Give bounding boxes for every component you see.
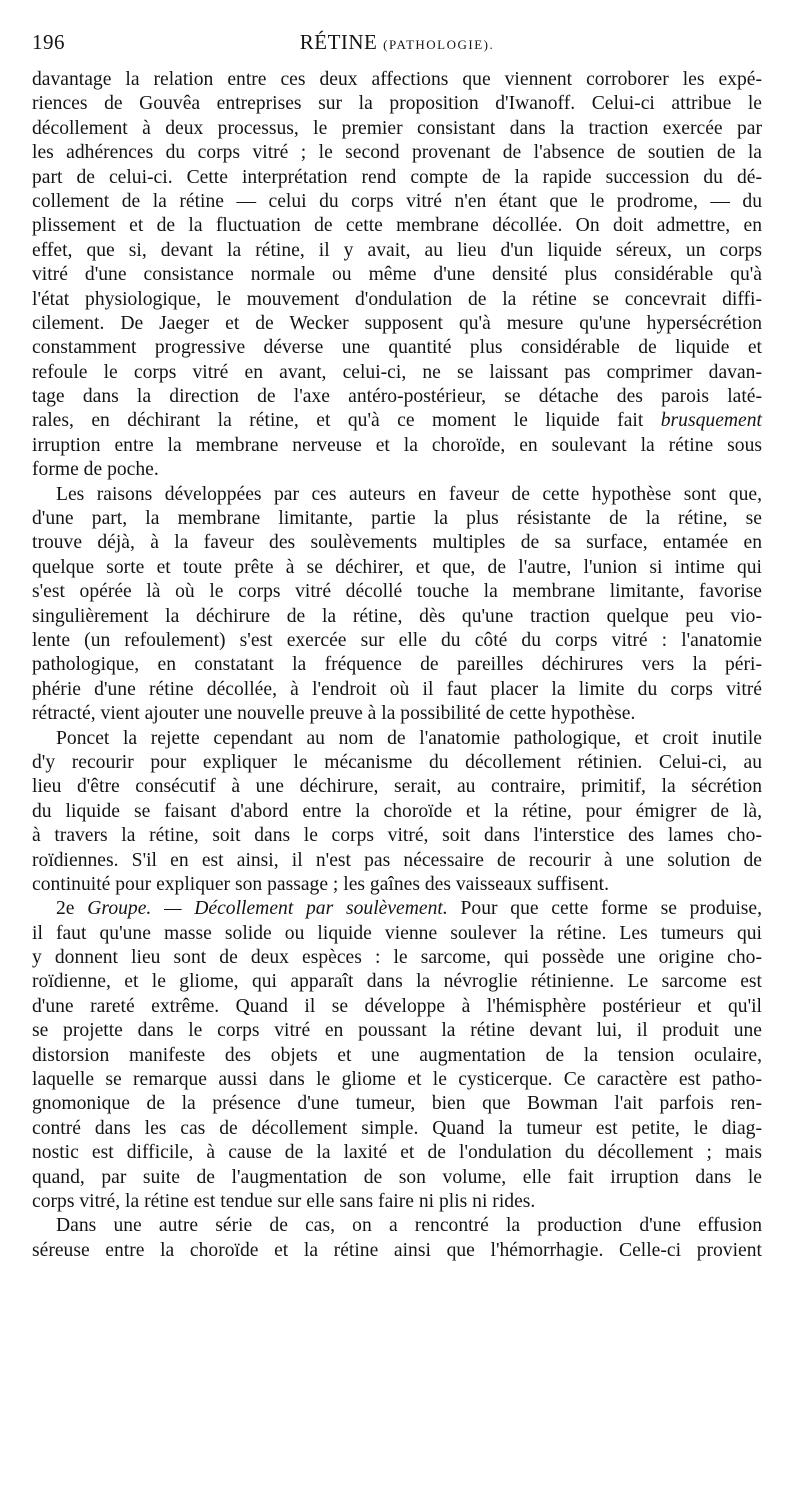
text-line: séreuse entre la choroïde et la rétine ainsi que l'hémorrhagie. Celle-ci provient xyxy=(32,1239,762,1261)
text-line: il faut qu'une masse solide ou liquide vienne soulever la rétine. Les tumeurs qui xyxy=(32,922,762,944)
text-line: collement de la rétine — celui du corps vitré n'en étant que le prodrome, — du xyxy=(32,190,762,212)
text-line: refoule le corps vitré en avant, celui-ci, ne se laissant pas comprimer davan- xyxy=(32,361,762,383)
text-line: forme de poche. xyxy=(32,459,159,481)
text-line: lente (un refoulement) s'est exercée sur elle du côté du corps vitré : l'anatomie xyxy=(32,629,762,651)
text-line: du liquide se faisant d'abord entre la choroïde et la rétine, pour émigrer de là, xyxy=(32,800,762,822)
text-line: effet, que si, devant la rétine, il y avait, au lieu d'un liquide séreux, un corps xyxy=(32,239,762,261)
text-line: part de celui-ci. Cette interprétation rend compte de la rapide succession du dé- xyxy=(32,166,762,188)
text-line: roïdiennes. S'il en est ainsi, il n'est pas nécessaire de recourir à une solution de xyxy=(32,849,762,871)
text-line: lieu d'être consécutif à une déchirure, serait, au contraire, primitif, la sécrétion xyxy=(32,776,762,798)
paragraph-start: Les raisons développées par ces auteurs en faveur de cette hypothèse sont que, xyxy=(56,483,762,505)
text-line: nostic est difficile, à cause de la laxité et de l'ondulation du décollement ; mais xyxy=(32,1142,762,1164)
text-line: plissement et de la fluctuation de cette membrane décollée. On doit admettre, en xyxy=(32,215,762,237)
text-line: rétracté, vient ajouter une nouvelle preuve à la possibilité de cette hypothèse. xyxy=(32,703,636,725)
text-line: d'y recourir pour expliquer le mécanisme du décollement rétinien. Celui-ci, au xyxy=(32,751,762,773)
text-line: contré dans les cas de décollement simple. Quand la tumeur est petite, le diag- xyxy=(32,1117,762,1139)
text-line: riences de Gouvêa entreprises sur la proposition d'Iwanoff. Celui-ci attribue le xyxy=(32,93,762,115)
text-segment: rales, en déchirant la rétine, et qu'à ce moment le liquide fait xyxy=(32,410,644,432)
header-subtitle: (PATHOLOGIE). xyxy=(383,37,495,52)
text-line: constamment progressive déverse une quantité plus considérable de liquide et xyxy=(32,337,762,359)
text-line: se projette dans le corps vitré en poussant la rétine devant lui, il produit une xyxy=(32,1020,762,1042)
text-line: décollement à deux processus, le premier consistant dans la traction exercée par xyxy=(32,117,762,139)
text-line-with-emphasis xyxy=(32,409,762,433)
emphasis-brusquement: brusquement xyxy=(660,410,762,432)
text-line: à travers la rétine, soit dans le corps vitré, soit dans l'interstice des lames cho- xyxy=(32,825,762,847)
body-text xyxy=(32,68,762,1263)
text-line: cilement. De Jaeger et de Wecker supposent qu'à mesure qu'une hypersécrétion xyxy=(32,312,762,334)
paragraph-start: Poncet la rejette cependant au nom de l'anatomie pathologique, et croit inutile xyxy=(56,727,762,749)
text-line: s'est opérée là où le corps vitré décollé touche la membrane limitante, favorise xyxy=(32,581,762,603)
text-line: les adhérences du corps vitré ; le second provenant de l'absence de soutien de la xyxy=(32,142,762,164)
text-line: d'une rareté extrême. Quand il se développe à l'hémisphère postérieur et qu'il xyxy=(32,995,762,1017)
text-line: pathologique, en constatant la fréquence de pareilles déchirures vers la péri- xyxy=(32,654,762,676)
text-line: singulièrement la déchirure de la rétine, dès qu'une traction quelque peu vio- xyxy=(32,605,762,627)
text-line: gnomonique de la présence d'une tumeur, bien que Bowman l'ait parfois ren- xyxy=(32,1093,762,1115)
text-line: trouve déjà, à la faveur des soulèvements multiples de sa surface, entamée en xyxy=(32,532,762,554)
page-number: 196 xyxy=(32,30,65,54)
text-line: quelque sorte et toute prête à se déchirer, et que, de l'autre, l'union si intime qui xyxy=(32,556,762,578)
section-heading-line xyxy=(32,897,762,921)
text-line: davantage la relation entre ces deux affections que viennent corroborer les expé- xyxy=(32,69,762,90)
text-segment: Pour que cette forme se produise, xyxy=(460,898,763,920)
text-line: y donnent lieu sont de deux espèces : le sarcome, qui possède une origine cho- xyxy=(32,947,762,969)
group-number: 2e xyxy=(56,898,75,920)
page-title xyxy=(32,30,762,55)
paragraph-start: Dans une autre série de cas, on a rencontré la production d'une effusion xyxy=(56,1215,762,1237)
text-line: tage dans la direction de l'axe antéro-postérieur, se détache des parois laté- xyxy=(32,386,762,408)
text-line: d'une part, la membrane limitante, partie la plus résistante de la rétine, se xyxy=(32,508,762,530)
group-title: — Décollement par soulèvement. xyxy=(164,898,448,920)
text-line: continuité pour expliquer son passage ; les gaînes des vaisseaux suffisent. xyxy=(32,873,609,895)
text-line: vitré d'une consistance normale ou même d'une densité plus considérable qu'à xyxy=(32,264,762,286)
text-line: corps vitré, la rétine est tendue sur elle sans faire ni plis ni rides. xyxy=(32,1190,536,1212)
text-line: l'état physiologique, le mouvement d'ondulation de la rétine se concevrait diffi- xyxy=(32,288,762,310)
header-title: RÉTINE xyxy=(299,30,378,54)
text-line: laquelle se remarque aussi dans le gliome et le cysticerque. Ce caractère est patho- xyxy=(32,1069,762,1091)
text-line: phérie d'une rétine décollée, à l'endroit où il faut placer la limite du corps vitré xyxy=(32,678,762,700)
group-label: Groupe. xyxy=(87,898,152,920)
text-line: irruption entre la membrane nerveuse et la choroïde, en soulevant la rétine sous xyxy=(32,434,762,456)
text-line: distorsion manifeste des objets et une augmentation de la tension oculaire, xyxy=(32,1044,762,1066)
text-line: quand, par suite de l'augmentation de son volume, elle fait irruption dans le xyxy=(32,1166,762,1188)
text-line: roïdienne, et le gliome, qui apparaît dans la névroglie rétinienne. Le sarcome est xyxy=(32,971,762,993)
running-head xyxy=(32,30,762,60)
